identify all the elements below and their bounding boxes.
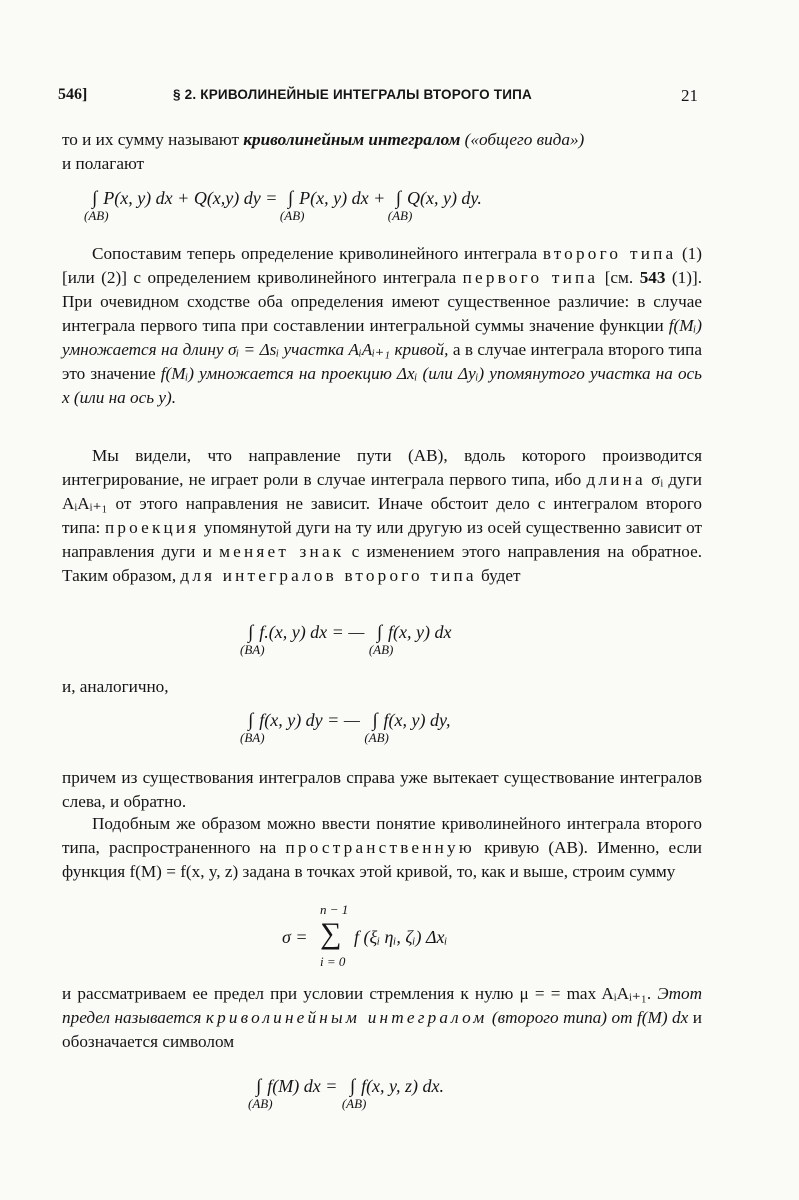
- paragraph-5: причем из существования интегралов справа уже вытекает существование интегралов слева, и обратно.: [62, 768, 702, 811]
- section-number: 546]: [58, 86, 88, 103]
- paragraph-2: Сопоставим теперь определение криволинейного интеграла второго типа (1) [или (2)] с определением криволинейного интеграла первого типа [см. 543 (1)]. При очевидном сходстве оба определения имеют существенное различие: в случае интеграла первого типа при составлении интегральной суммы значение функции f(Mᵢ) умножается на длину σᵢ = Δsᵢ участка AᵢAᵢ₊₁ кривой, а в случае интеграла второго типа это значение f(Mᵢ) умножается на проекцию Δxᵢ (или Δyᵢ) упомянутого участка на ось x (или на ось y).: [62, 244, 703, 407]
- running-title: § 2. КРИВОЛИНЕЙНЫЕ ИНТЕГРАЛЫ ВТОРОГО ТИПА: [173, 87, 532, 102]
- formula-1: ∫ (AB) P(x, y) dx + Q(x,y) dy = ∫ (AB) P(x, y) dx + ∫ (AB) Q(x, y) dy.: [84, 188, 482, 223]
- paragraph-1: то и их сумму называют криволинейным интегралом («общего вида») и полагают: [62, 130, 585, 173]
- paragraph-6: Подобным же образом можно ввести понятие криволинейного интеграла второго типа, распространенного на пространственную кривую (AB). Именно, если функция f(M) = f(x, y, z) задана в точках этой кривой, то, как и выше, строим сумму: [62, 814, 703, 881]
- page-number: 21: [681, 86, 698, 105]
- formula-3: ∫ (BA) f(x, y) dy = — ∫ (AB) f(x, y) dy,: [240, 710, 451, 745]
- formula-2: ∫ (BA) f.(x, y) dx = — ∫ (AB) f(x, y) dx: [240, 622, 452, 657]
- paragraph-3: Мы видели, что направление пути (AB), вдоль которого производится интегрирование, не играет роли в случае интеграла первого типа, ибо длина σᵢ дуги AᵢAᵢ₊₁ от этого направления не зависит. Иначе обстоит дело с интегралом второго типа: проекция упомянутой дуги на ту или другую из осей существенно зависит от направления дуги и меняет знак с изменением этого направления на обратное. Таким образом, для интегралов второго типа будет: [62, 446, 703, 585]
- paragraph-7: и рассматриваем ее предел при условии стремления к нулю μ = = max AᵢAᵢ₊₁. Этот предел называется криволинейным интегралом (второго типа) от f(M) dx и обозначается символом: [62, 984, 702, 1051]
- formula-5: ∫ (AB) f(M) dx = ∫ (AB) f(x, y, z) dx.: [248, 1076, 445, 1111]
- formula-4: n − 1 σ = ∑ f (ξᵢ ηᵢ, ζᵢ) Δxᵢ i = 0: [282, 902, 448, 969]
- page-header: [58, 86, 698, 110]
- paragraph-4: и, аналогично,: [62, 677, 169, 696]
